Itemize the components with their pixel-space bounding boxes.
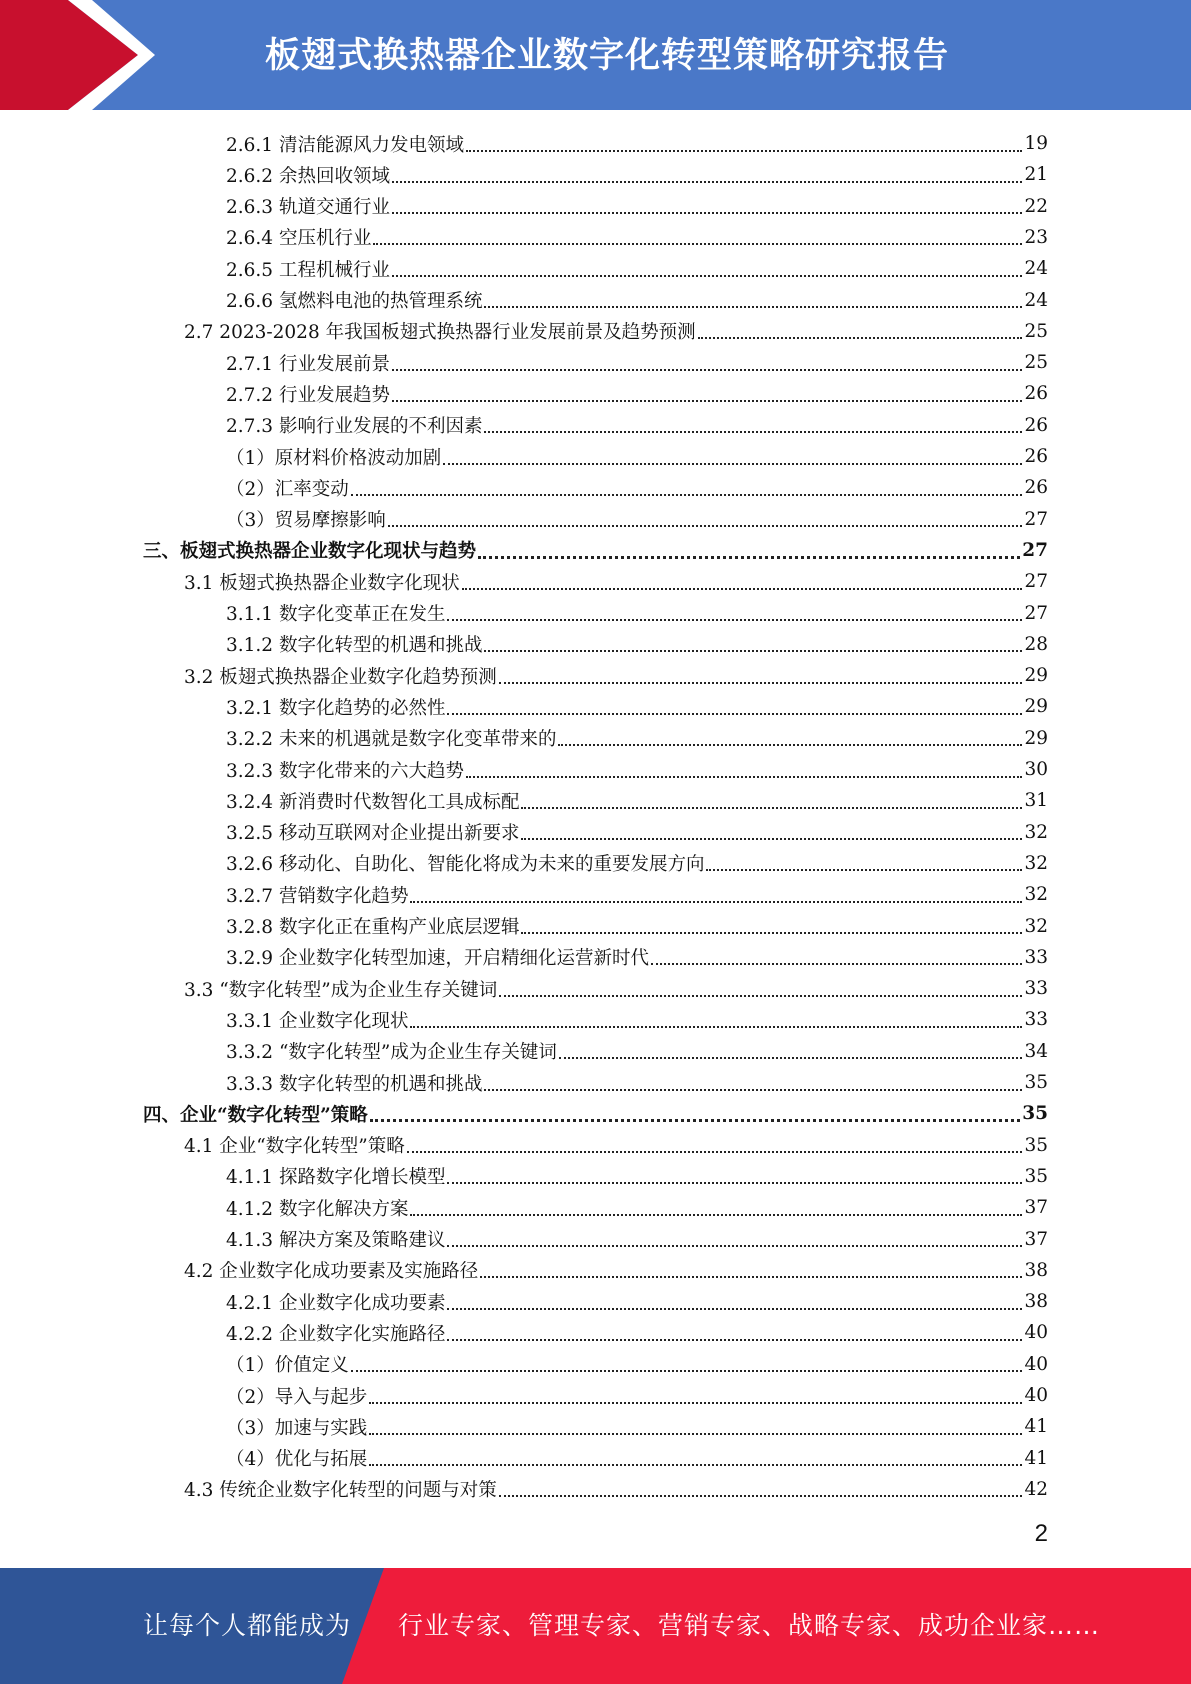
toc-entry-title: 2.6.2 余热回收领域: [226, 165, 390, 187]
toc-entry-page: 25: [1024, 352, 1048, 374]
toc-entry[interactable]: [184, 1474, 1048, 1505]
toc-entry[interactable]: [226, 691, 1048, 722]
toc-dot-leader: [410, 901, 1022, 903]
toc-entry-page: 32: [1024, 852, 1048, 874]
toc-entry-page: 35: [1024, 1165, 1048, 1187]
toc-dot-leader: [407, 1151, 1023, 1153]
toc-entry[interactable]: [184, 566, 1048, 597]
toc-entry-title: 4.2.2 企业数字化实施路径: [226, 1323, 446, 1345]
toc-entry[interactable]: [143, 535, 1048, 566]
toc-dot-leader: [392, 275, 1022, 277]
toc-entry-page: 40: [1024, 1385, 1048, 1406]
toc-entry-title: 3.3 “数字化转型”成为企业生存关键词: [184, 979, 498, 1001]
toc-entry[interactable]: [184, 973, 1048, 1004]
report-title: 板翅式换热器企业数字化转型策略研究报告: [265, 36, 950, 76]
toc-entry-title: 3.2.7 营销数字化趋势: [226, 885, 409, 907]
toc-entry[interactable]: [226, 128, 1048, 159]
toc-entry[interactable]: [226, 1161, 1048, 1192]
toc-entry-page: 25: [1024, 320, 1048, 342]
toc-entry-title: 4.2 企业数字化成功要素及实施路径: [184, 1261, 479, 1283]
toc-entry-title: 2.7.1 行业发展前景: [226, 353, 390, 375]
toc-dot-leader: [706, 869, 1022, 871]
page-number: 2: [1034, 1520, 1048, 1547]
toc-entry[interactable]: [226, 441, 1048, 472]
footer-tagline: 行业专家、管理专家、营销专家、战略专家、成功企业家……: [398, 1611, 1101, 1640]
toc-dot-leader: [499, 1495, 1023, 1497]
toc-dot-leader: [443, 463, 1022, 465]
toc-entry[interactable]: [226, 1036, 1048, 1067]
toc-entry-page: 35: [1024, 1072, 1048, 1093]
toc-entry[interactable]: [226, 785, 1048, 816]
toc-dot-leader: [484, 431, 1022, 433]
toc-entry-title: 3.2.9 企业数字化转型加速，开启精细化运营新时代: [226, 948, 649, 970]
toc-entry[interactable]: [226, 504, 1048, 535]
toc-entry[interactable]: [184, 660, 1048, 691]
toc-dot-leader: [521, 807, 1022, 809]
toc-entry-page: 40: [1024, 1322, 1048, 1344]
toc-dot-leader: [651, 963, 1022, 965]
toc-entry-title: 3.2.1 数字化趋势的必然性: [226, 697, 446, 719]
toc-entry-title: 2.6.5 工程机械行业: [226, 259, 390, 281]
toc-entry-title: 4.1.1 探路数字化增长模型: [226, 1167, 446, 1189]
toc-entry[interactable]: [226, 1286, 1048, 1317]
toc-entry[interactable]: [184, 1255, 1048, 1286]
toc-entry-page: 28: [1024, 633, 1048, 655]
toc-dot-leader: [410, 1214, 1022, 1216]
toc-entry-page: 27: [1024, 602, 1048, 624]
toc-dot-leader: [499, 682, 1023, 684]
toc-dot-leader: [369, 1433, 1022, 1435]
toc-entry[interactable]: [226, 347, 1048, 378]
toc-entry-page: 26: [1024, 383, 1048, 405]
toc-entry-page: 27: [1024, 508, 1048, 530]
toc-entry-title: 4.3 传统企业数字化转型的问题与对策: [184, 1480, 497, 1502]
toc-entry-title: 3.3.2 “数字化转型”成为企业生存关键词: [226, 1042, 557, 1064]
toc-dot-leader: [466, 776, 1022, 778]
toc-entry-page: 24: [1024, 258, 1048, 280]
toc-entry-page: 29: [1024, 696, 1048, 718]
footer-banner: [0, 1568, 1191, 1684]
toc-entry[interactable]: [226, 723, 1048, 754]
toc-entry-title: 2.7 2023-2028 年我国板翅式换热器行业发展前景及趋势预测: [184, 322, 696, 344]
toc-dot-leader: [499, 995, 1022, 997]
toc-entry-page: 35: [1024, 1134, 1048, 1156]
header-banner: [0, 0, 1191, 110]
toc-entry[interactable]: [226, 911, 1048, 942]
toc-entry-title: 4.2.1 企业数字化成功要素: [226, 1292, 446, 1314]
toc-entry-page: 35: [1022, 1103, 1048, 1125]
toc-entry-title: （1）价值定义: [226, 1355, 349, 1377]
toc-entry-page: 40: [1024, 1353, 1048, 1375]
toc-entry-title: 2.6.3 轨道交通行业: [226, 197, 390, 219]
toc-dot-leader: [466, 150, 1022, 152]
toc-dot-leader: [447, 619, 1022, 621]
toc-entry[interactable]: [226, 1349, 1048, 1380]
toc-entry[interactable]: [226, 754, 1048, 785]
toc-entry[interactable]: [226, 472, 1048, 503]
toc-entry-title: 2.6.4 空压机行业: [226, 228, 372, 250]
toc-entry[interactable]: [226, 817, 1048, 848]
toc-dot-leader: [447, 1245, 1022, 1247]
toc-entry-page: 38: [1024, 1291, 1048, 1313]
toc-entry-title: 4.1 企业“数字化转型”策略: [184, 1136, 405, 1158]
toc-entry[interactable]: [226, 629, 1048, 660]
toc-entry[interactable]: [226, 848, 1048, 879]
toc-dot-leader: [370, 1119, 1020, 1122]
toc-entry-title: （4）优化与拓展: [226, 1449, 368, 1471]
toc-dot-leader: [559, 1057, 1023, 1059]
toc-entry[interactable]: [226, 1192, 1048, 1223]
toc-entry-title: 4.1.3 解决方案及策略建议: [226, 1230, 446, 1251]
toc-entry-page: 42: [1024, 1478, 1048, 1500]
toc-entry-title: （2）导入与起步: [226, 1386, 368, 1408]
toc-entry-page: 26: [1024, 414, 1048, 436]
toc-dot-leader: [392, 400, 1022, 402]
toc-entry-title: 四、企业“数字化转型”策略: [143, 1104, 368, 1126]
toc-entry-title: 三、板翅式换热器企业数字化现状与趋势: [143, 541, 477, 563]
toc-dot-leader: [484, 1089, 1022, 1091]
toc-entry-page: 41: [1024, 1416, 1048, 1438]
toc-entry[interactable]: [226, 1380, 1048, 1411]
toc-dot-leader: [392, 212, 1022, 214]
toc-entry[interactable]: [226, 1067, 1048, 1098]
toc-dot-leader: [478, 556, 1020, 559]
toc-dot-leader: [462, 588, 1023, 590]
toc-entry[interactable]: [226, 410, 1048, 441]
toc-entry-page: 22: [1024, 195, 1048, 217]
toc-entry-title: 3.1.2 数字化转型的机遇和挑战: [226, 635, 483, 657]
toc-entry-page: 23: [1024, 226, 1048, 248]
toc-entry-page: 27: [1024, 571, 1048, 593]
toc-entry-title: （3）加速与实践: [226, 1417, 368, 1439]
toc-entry-title: 3.2.8 数字化正在重构产业底层逻辑: [226, 917, 520, 938]
toc-entry-title: 3.1 板翅式换热器企业数字化现状: [184, 572, 460, 594]
toc-entry-page: 29: [1024, 727, 1048, 749]
toc-entry-page: 41: [1024, 1447, 1048, 1469]
toc-entry[interactable]: [226, 1004, 1048, 1035]
toc-dot-leader: [447, 713, 1022, 715]
toc-entry-title: （1）原材料价格波动加剧: [226, 447, 442, 469]
toc-entry-page: 21: [1024, 164, 1048, 186]
toc-entry[interactable]: [226, 1317, 1048, 1348]
toc-dot-leader: [484, 650, 1022, 652]
toc-dot-leader: [392, 369, 1022, 371]
toc-entry-title: 3.3.1 企业数字化现状: [226, 1010, 409, 1032]
toc-entry-page: 30: [1024, 759, 1048, 780]
toc-dot-leader: [484, 306, 1022, 308]
toc-entry[interactable]: [226, 159, 1048, 190]
toc-entry[interactable]: [226, 1443, 1048, 1474]
toc-entry-title: 4.1.2 数字化解决方案: [226, 1198, 409, 1220]
toc-entry-title: 2.6.6 氢燃料电池的热管理系统: [226, 291, 483, 312]
toc-entry[interactable]: [184, 1130, 1048, 1161]
toc-entry-page: 33: [1024, 946, 1048, 968]
toc-entry-title: 3.1.1 数字化变革正在发生: [226, 604, 446, 625]
toc-entry[interactable]: [226, 942, 1048, 973]
toc-entry-title: 3.3.3 数字化转型的机遇和挑战: [226, 1073, 483, 1095]
toc-entry-page: 32: [1024, 884, 1048, 906]
toc-entry-title: 3.2.6 移动化、自助化、智能化将成为未来的重要发展方向: [226, 854, 705, 876]
toc-entry-page: 24: [1024, 289, 1048, 311]
toc-entry-page: 37: [1024, 1228, 1048, 1250]
toc-entry-page: 27: [1022, 539, 1048, 561]
toc-entry-page: 29: [1024, 665, 1048, 687]
toc-dot-leader: [369, 1464, 1022, 1466]
toc-entry[interactable]: [226, 222, 1048, 253]
toc-dot-leader: [392, 181, 1022, 183]
toc-entry-title: 3.2.5 移动互联网对企业提出新要求: [226, 823, 520, 845]
toc-entry-page: 31: [1024, 790, 1048, 812]
toc-dot-leader: [521, 932, 1022, 934]
toc-entry-page: 26: [1024, 446, 1048, 467]
toc-entry-title: （2）汇率变动: [226, 478, 349, 500]
footer-slogan: 让每个人都能成为: [143, 1611, 352, 1640]
toc-entry-page: 38: [1024, 1259, 1048, 1281]
toc-dot-leader: [369, 1402, 1022, 1404]
toc-dot-leader: [558, 744, 1022, 746]
toc-dot-leader: [447, 1308, 1022, 1310]
toc-entry[interactable]: [226, 253, 1048, 284]
toc-entry-page: 32: [1024, 821, 1048, 843]
toc-entry-title: 3.2.3 数字化带来的六大趋势: [226, 760, 464, 782]
toc-entry-title: 3.2 板翅式换热器企业数字化趋势预测: [184, 666, 497, 688]
toc-dot-leader: [388, 525, 1023, 527]
toc-dot-leader: [410, 1026, 1022, 1028]
toc-dot-leader: [373, 243, 1022, 245]
toc-entry-page: 37: [1024, 1197, 1048, 1219]
toc-entry[interactable]: [226, 598, 1048, 629]
toc-entry[interactable]: [226, 879, 1048, 910]
toc-dot-leader: [521, 838, 1022, 840]
toc-entry[interactable]: [143, 1098, 1048, 1129]
toc-dot-leader: [698, 337, 1023, 339]
toc-entry[interactable]: [226, 191, 1048, 222]
toc-entry-page: 19: [1024, 133, 1048, 154]
toc-entry-title: 2.6.1 清洁能源风力发电领域: [226, 134, 464, 156]
toc-entry[interactable]: [226, 1411, 1048, 1442]
toc-entry-page: 26: [1024, 477, 1048, 499]
toc-entry-page: 32: [1024, 915, 1048, 937]
toc-entry-page: 34: [1024, 1040, 1048, 1062]
toc-entry-page: 33: [1024, 978, 1048, 1000]
toc-entry-title: 2.7.3 影响行业发展的不利因素: [226, 416, 483, 438]
toc-entry[interactable]: [184, 316, 1048, 347]
toc-entry-title: 2.7.2 行业发展趋势: [226, 384, 390, 406]
toc-entry-page: 33: [1024, 1009, 1048, 1031]
toc-dot-leader: [447, 1182, 1022, 1184]
toc-dot-leader: [351, 1370, 1023, 1372]
toc-entry-title: 3.2.2 未来的机遇就是数字化变革带来的: [226, 729, 557, 751]
toc-entry-title: （3）贸易摩擦影响: [226, 510, 386, 532]
toc-dot-leader: [351, 494, 1023, 496]
toc-entry[interactable]: [226, 285, 1048, 316]
toc-entry[interactable]: [226, 1224, 1048, 1255]
toc-entry-title: 3.2.4 新消费时代数智化工具成标配: [226, 791, 520, 813]
toc-dot-leader: [447, 1339, 1022, 1341]
toc-dot-leader: [480, 1276, 1022, 1278]
toc-entry[interactable]: [226, 378, 1048, 409]
